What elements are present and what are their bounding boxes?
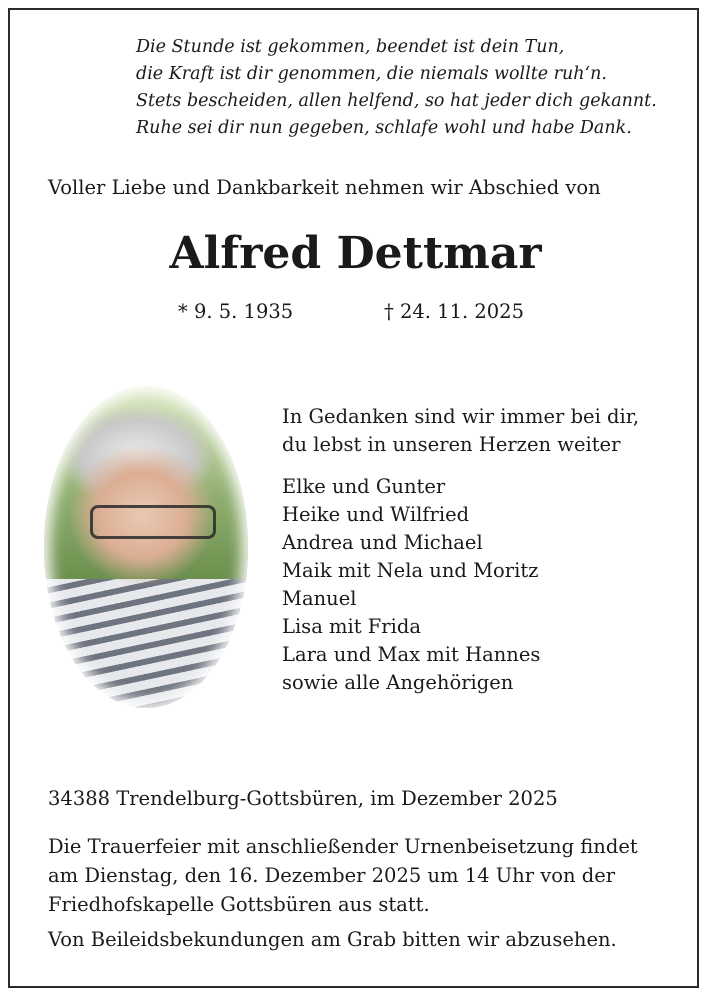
- mourner-entry: Maik mit Nela und Moritz: [282, 559, 539, 582]
- poem-line: Ruhe sei dir nun gegeben, schlafe wohl und habe Dank.: [136, 118, 632, 138]
- deceased-name: Alfred Dettmar: [169, 228, 542, 279]
- memorial-poem: [136, 34, 676, 142]
- farewell-intro: Voller Liebe und Dankbarkeit nehmen wir Abschied von: [48, 176, 601, 199]
- poem-line: die Kraft ist dir genommen, die niemals wollte ruh‘n.: [136, 64, 607, 84]
- birth-date: * 9. 5. 1935: [178, 300, 294, 323]
- mourner-entry: Andrea und Michael: [282, 531, 483, 554]
- ceremony-line: Die Trauerfeier mit anschließender Urnenbeisetzung findet: [48, 835, 638, 858]
- thoughts-line: du lebst in unseren Herzen weiter: [282, 433, 621, 456]
- ceremony-line: am Dienstag, den 16. Dezember 2025 um 14 Uhr von der: [48, 864, 616, 887]
- place-and-date: 34388 Trendelburg-Gottsbüren, im Dezember 2025: [48, 787, 558, 810]
- mourner-entry: Manuel: [282, 587, 357, 610]
- portrait-glasses-shape: [90, 505, 216, 539]
- poem-line: Die Stunde ist gekommen, beendet ist dein Tun,: [136, 37, 565, 57]
- portrait-photo: [40, 380, 252, 714]
- poem-line: Stets bescheiden, allen helfend, so hat jeder dich gekannt.: [136, 91, 657, 111]
- mourner-entry: Elke und Gunter: [282, 475, 446, 498]
- portrait-oval: [44, 386, 248, 708]
- family-block: [282, 403, 682, 697]
- ceremony-info: [48, 832, 664, 919]
- ceremony-line: Friedhofskapelle Gottsbüren aus statt.: [48, 893, 430, 916]
- mourner-entry: sowie alle Angehörigen: [282, 671, 514, 694]
- mourner-entry: Lisa mit Frida: [282, 615, 421, 638]
- mourner-entry: Heike und Wilfried: [282, 503, 470, 526]
- thoughts-line: In Gedanken sind wir immer bei dir,: [282, 405, 640, 428]
- death-date: † 24. 11. 2025: [384, 300, 524, 323]
- condolence-note: Von Beileidsbekundungen am Grab bitten wir abzusehen.: [48, 928, 617, 951]
- mourner-entry: Lara und Max mit Hannes: [282, 643, 541, 666]
